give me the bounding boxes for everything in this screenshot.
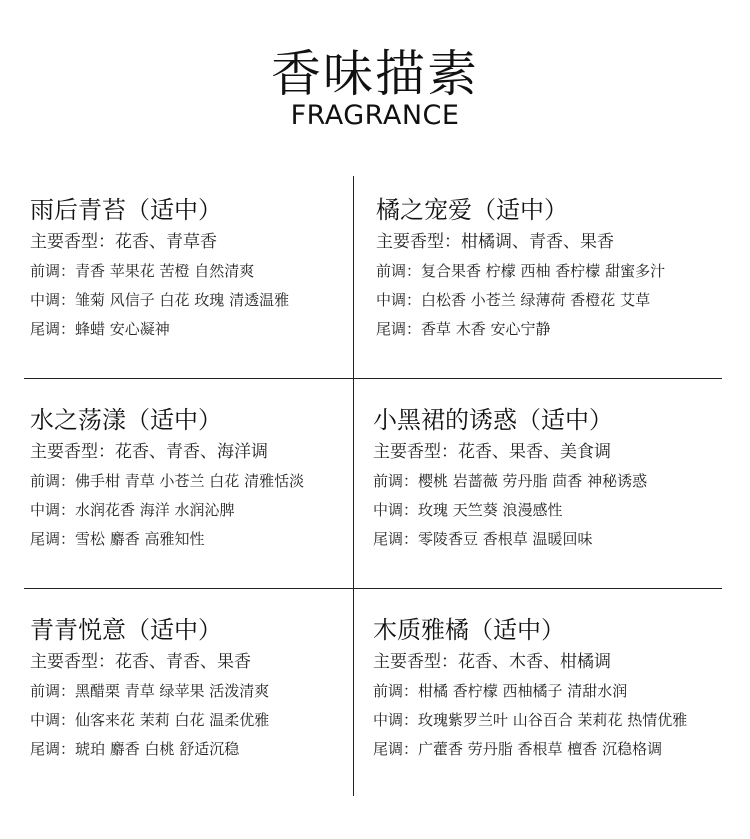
notes (373, 471, 647, 549)
middle-note: 中调：仙客来花 茉莉 白花 温柔优雅 (30, 711, 270, 729)
top-note: 前调：樱桃 岩蔷薇 劳丹脂 茴香 神秘诱惑 (373, 472, 648, 490)
main-type: 主要香型：柑橘调、青香、果香 (376, 232, 614, 252)
page-subtitle: FRAGRANCE (290, 100, 460, 131)
middle-note: 中调：雏菊 风信子 白花 玫瑰 清透温雅 (30, 291, 290, 309)
top-note: 前调：柑橘 香柠檬 西柚橘子 清甜水润 (373, 682, 628, 700)
base-note: 尾调：香草 木香 安心宁静 (376, 320, 551, 338)
fragrance-card-4 (373, 405, 647, 549)
main-type: 主要香型：花香、果香、美食调 (373, 442, 611, 462)
fragrance-name: 小黑裙的诱惑（适中） (373, 406, 613, 434)
notes (30, 261, 289, 339)
fragrance-card-6 (373, 615, 687, 759)
notes (30, 681, 269, 759)
fragrance-name: 橘之宠爱（适中） (376, 196, 568, 224)
fragrance-card-1 (30, 195, 289, 339)
base-note: 尾调：蜂蜡 安心凝神 (30, 320, 170, 338)
base-note: 尾调：零陵香豆 香根草 温暖回味 (373, 530, 593, 548)
base-note: 尾调：广藿香 劳丹脂 香根草 檀香 沉稳格调 (373, 740, 663, 758)
middle-note: 中调：玫瑰 天竺葵 浪漫感性 (373, 501, 563, 519)
top-note: 前调：黑醋栗 青草 绿苹果 活泼清爽 (30, 682, 270, 700)
top-note: 前调：佛手柑 青草 小苍兰 白花 清雅恬淡 (30, 472, 305, 490)
base-note: 尾调：琥珀 麝香 白桃 舒适沉稳 (30, 740, 240, 758)
notes (30, 471, 304, 549)
top-note: 前调：青香 苹果花 苦橙 自然清爽 (30, 262, 255, 280)
middle-note: 中调：水润花香 海洋 水润沁脾 (30, 501, 235, 519)
horizontal-divider-2 (24, 588, 722, 589)
fragrance-card-3 (30, 405, 304, 549)
middle-note: 中调：玫瑰紫罗兰叶 山谷百合 茉莉花 热情优雅 (373, 711, 688, 729)
fragrance-card-2 (376, 195, 665, 339)
main-type: 主要香型：花香、木香、柑橘调 (373, 652, 611, 672)
notes (373, 681, 687, 759)
fragrance-name: 青青悦意（适中） (30, 616, 222, 644)
top-note: 前调：复合果香 柠檬 西柚 香柠檬 甜蜜多汁 (376, 262, 666, 280)
fragrance-name: 水之荡漾（适中） (30, 406, 222, 434)
main-type: 主要香型：花香、青香、果香 (30, 652, 251, 672)
main-type: 主要香型：花香、青草香 (30, 232, 217, 252)
base-note: 尾调：雪松 麝香 高雅知性 (30, 530, 205, 548)
fragrance-card-5 (30, 615, 269, 759)
main-type: 主要香型：花香、青香、海洋调 (30, 442, 268, 462)
fragrance-name: 雨后青苔（适中） (30, 196, 222, 224)
middle-note: 中调：白松香 小苍兰 绿薄荷 香橙花 艾草 (376, 291, 651, 309)
fragrance-name: 木质雅橘（适中） (373, 616, 565, 644)
notes (376, 261, 665, 339)
horizontal-divider-1 (24, 378, 722, 379)
vertical-divider (353, 176, 354, 796)
page-title: 香味描素 (271, 45, 479, 103)
